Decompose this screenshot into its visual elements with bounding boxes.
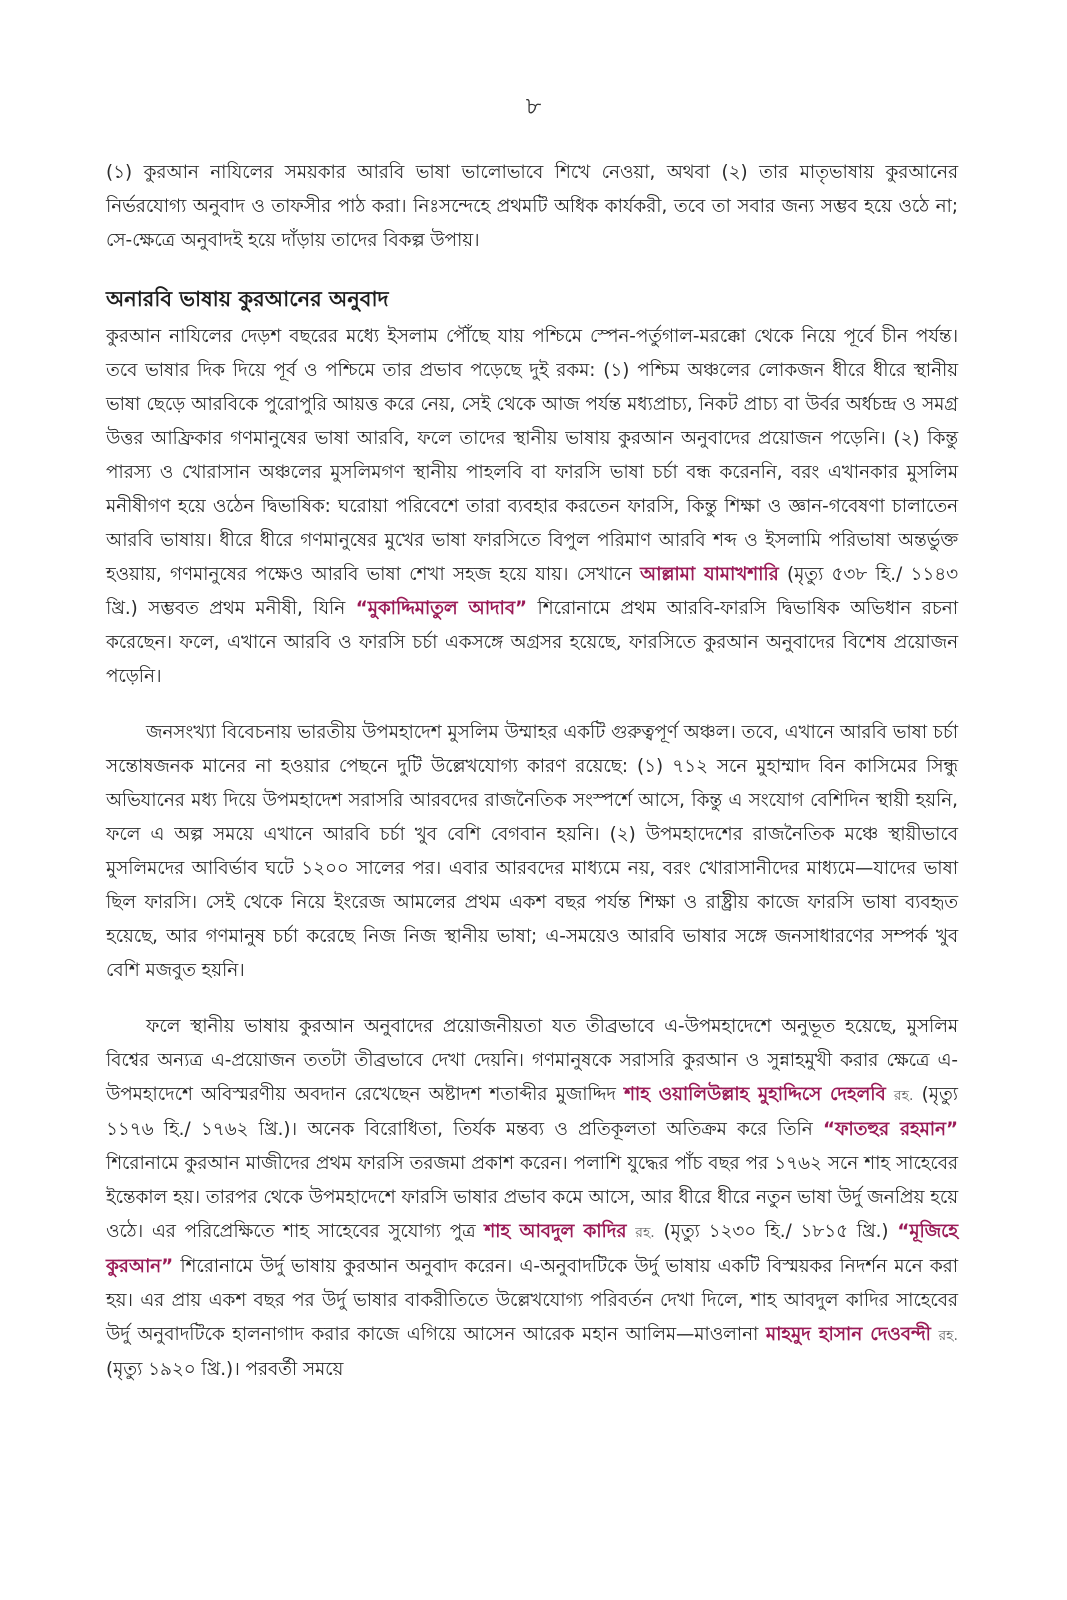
paragraph-3 xyxy=(106,1010,958,1387)
paragraph-3-text-a: ফলে স্থানীয় ভাষায় কুরআন অনুবাদের প্রয়োজনীয়তা যত তীব্রভাবে এ-উপমহাদেশে অনুভূত হয়েছে, মুসলিম বিশ্বের অন্যত্র এ-প্রয়োজন ততটা তীব্রভাবে দেখা দেয়নি। গণমানুষকে সরাসরি কুরআন ও সুন্নাহমুখী করার ক্ষেত্রে এ-উপমহাদেশে অবিস্মরণীয় অবদান রেখেছেন অষ্টাদশ শতাব্দীর মুজাদ্দিদ xyxy=(106,1016,958,1105)
scholar-name-shah-abdul-qadir: শাহ আবদুল কাদির xyxy=(484,1221,627,1242)
intro-paragraph: (১) কুরআন নাযিলের সময়কার আরবি ভাষা ভালোভাবে শিখে নেওয়া, অথবা (২) তার মাতৃভাষায় কুরআনের নির্ভরযোগ্য অনুবাদ ও তাফসীর পাঠ করা। নিঃসন্দেহে প্রথমটি অধিক কার্যকরী, তবে তা সবার জন্য সম্ভব হয়ে ওঠে না; সে-ক্ষেত্রে অনুবাদই হয়ে দাঁড়ায় তাদের বিকল্প উপায়। xyxy=(106,162,958,251)
paragraph-3-text-c: শিরোনামে কুরআন মাজীদের প্রথম ফারসি তরজমা প্রকাশ করেন। পলাশি যুদ্ধের পাঁচ বছর পর ১৭৬২ সনে শাহ সাহেবের ইন্তেকাল হয়। তারপর থেকে উপমহাদেশে ফারসি ভাষার প্রভাব কমে আসে, আর ধীরে ধীরে নতুন ভাষা উর্দু জনপ্রিয় হয়ে ওঠে। এর পরিপ্রেক্ষিতে শাহ সাহেবের সুযোগ্য পুত্র xyxy=(106,1153,958,1242)
paragraph-1-text-a: কুরআন নাযিলের দেড়শ বছরের মধ্যে ইসলাম পৌঁছে যায় পশ্চিমে স্পেন-পর্তুগাল-মরক্কো থেকে নিয়ে পূর্বে চীন পর্যন্ত। তবে ভাষার দিক দিয়ে পূর্ব ও পশ্চিমে তার প্রভাব পড়েছে দুই রকম: (১) পশ্চিম অঞ্চলের লোকজন ধীরে ধীরে স্থানীয় ভাষা ছেড়ে আরবিকে পুরোপুরি আয়ত্ত করে নেয়, সেই থেকে আজ পর্যন্ত মধ্যপ্রাচ্য, নিকট প্রাচ্য বা উর্বর অর্ধচন্দ্র ও সমগ্র উত্তর আফ্রিকার গণমানুষের ভাষা আরবি, ফলে তাদের স্থানীয় ভাষায় কুরআন অনুবাদের প্রয়োজন পড়েনি। (২) কিন্তু পারস্য ও খোরাসান অঞ্চলের মুসলিমগণ স্থানীয় পাহলবি বা ফারসি ভাষা চর্চা বন্ধ করেননি, বরং এখানকার মুসলিম মনীষীগণ হয়ে ওঠেন দ্বিভাষিক: ঘরোয়া পরিবেশে তারা ব্যবহার করতেন ফারসি, কিন্তু শিক্ষা ও জ্ঞান-গবেষণা চালাতেন আরবি ভাষায়। ধীরে ধীরে গণমানুষের মুখের ভাষা ফারসিতে বিপুল পরিমাণ আরবি শব্দ ও ইসলামি পরিভাষা অন্তর্ভুক্ত হওয়ায়, গণমানুষের পক্ষেও আরবি ভাষা শেখা সহজ হয়ে যায়। সেখানে xyxy=(106,326,958,585)
honorific-glyph-3: রহ. xyxy=(938,1328,958,1344)
paragraph-3-text-f: (মৃত্যু ১৯২০ খ্রি.)। পরবর্তী সময়ে xyxy=(106,1359,344,1380)
paragraph-3-text-d: (মৃত্যু ১২৩০ হি./ ১৮১৫ খ্রি.) xyxy=(654,1221,898,1242)
scholar-name-mahmud-hasan: মাহমুদ হাসান দেওবন্দী xyxy=(765,1324,931,1345)
paragraph-3-text-e: শিরোনামে উর্দু ভাষায় কুরআন অনুবাদ করেন। এ-অনুবাদটিকে উর্দু ভাষায় একটি বিস্ময়কর নিদর্শন মনে করা হয়। এর প্রায় একশ বছর পর উর্দু ভাষার বাকরীতিতে উল্লেখযোগ্য পরিবর্তন দেখা দিলে, শাহ আবদুল কাদির সাহেবের উর্দু অনুবাদটিকে হালনাগাদ করার কাজে এগিয়ে আসেন আরেক মহান আলিম—মাওলানা xyxy=(106,1256,958,1345)
book-title-mujihe-quran: “মূজিহে কুরআন” xyxy=(106,1221,959,1277)
paragraph-2: জনসংখ্যা বিবেচনায় ভারতীয় উপমহাদেশ মুসলিম উম্মাহর একটি গুরুত্বপূর্ণ অঞ্চল। তবে, এখানে আরবি ভাষা চর্চা সন্তোষজনক মানের না হওয়ার পেছনে দুটি উল্লেখযোগ্য কারণ রয়েছে: (১) ৭১২ সনে মুহাম্মাদ বিন কাসিমের সিন্ধু অভিযানের মধ্য দিয়ে উপমহাদেশ সরাসরি আরবদের রাজনৈতিক সংস্পর্শে আসে, কিন্তু এ সংযোগ বেশিদিন স্থায়ী হয়নি, ফলে এ অল্প সময়ে এখানে আরবি চর্চা খুব বেশি বেগবান হয়নি। (২) উপমহাদেশের রাজনৈতিক মঞ্চে স্থায়ীভাবে মুসলিমদের আবির্ভাব ঘটে ১২০০ সালের পর। এবার আরবদের মাধ্যমে নয়, বরং খোরাসানীদের মাধ্যমে—যাদের ভাষা ছিল ফারসি। সেই থেকে নিয়ে ইংরেজ আমলের প্রথম একশ বছর পর্যন্ত শিক্ষা ও রাষ্ট্রীয় কাজে ফারসি ভাষা ব্যবহৃত হয়েছে, আর গণমানুষ চর্চা করেছে নিজ নিজ স্থানীয় ভাষা; এ-সময়েও আরবি ভাষার সঙ্গে জনসাধারণের সম্পর্ক খুব বেশি মজবুত হয়নি। xyxy=(106,722,958,981)
honorific-glyph-1: রহ. xyxy=(893,1088,914,1104)
scholar-name-zamakhshari: আল্লামা যামাখশারি xyxy=(640,564,779,585)
page-number: ৮ xyxy=(525,92,542,120)
paragraph-1 xyxy=(106,320,958,694)
book-title-muqaddimatul-adab: “মুকাদ্দিমাতুল আদাব” xyxy=(355,598,528,619)
page-body xyxy=(106,156,958,1387)
scholar-name-shah-waliullah: শাহ ওয়ালিউল্লাহ মুহাদ্দিসে দেহলবি xyxy=(624,1084,886,1105)
paragraph-3-text-b: (মৃত্যু ১১৭৬ হি./ ১৭৬২ খ্রি.)। অনেক বিরোধিতা, তির্যক মন্তব্য ও প্রতিকূলতা অতিক্রম করে তিনি xyxy=(106,1084,958,1140)
honorific-glyph-2: রহ. xyxy=(635,1225,655,1241)
paragraph-1-text-c: শিরোনামে প্রথম আরবি-ফারসি দ্বিভাষিক অভিধান রচনা করেছেন। ফলে, এখানে আরবি ও ফারসি চর্চা একসঙ্গে অগ্রসর হয়েছে, ফারসিতে কুরআন অনুবাদের বিশেষ প্রয়োজন পড়েনি। xyxy=(106,598,958,687)
section-heading: অনারবি ভাষায় কুরআনের অনুবাদ xyxy=(106,287,389,311)
book-title-fathur-rahman: “ফাতহুর রহমান” xyxy=(822,1119,958,1140)
paragraph-1-text-b: (মৃত্যু ৫৩৮ হি./ ১১৪৩ খ্রি.) সম্ভবত প্রথম মনীষী, যিনি xyxy=(106,564,959,619)
